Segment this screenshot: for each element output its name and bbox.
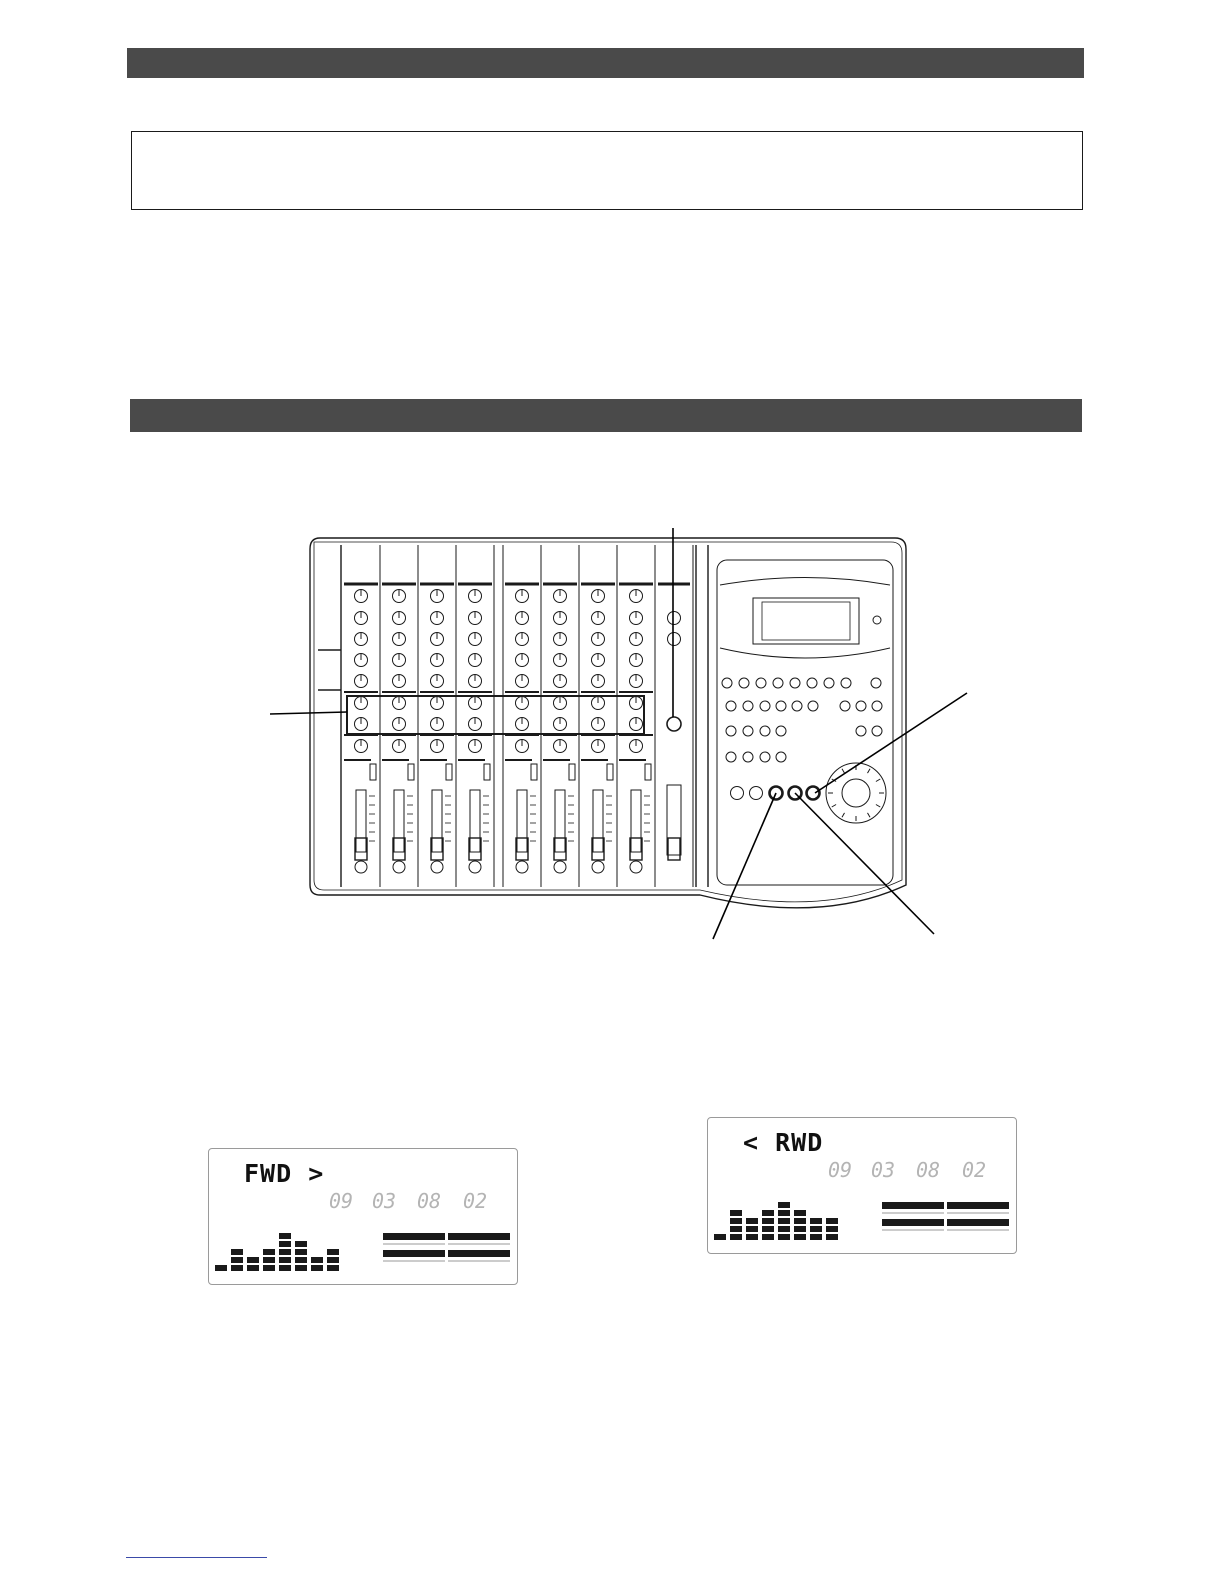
- meter-5-segment-4: [778, 1210, 790, 1216]
- meter-5-segment-2: [778, 1226, 790, 1232]
- ch8-pan-switch: [645, 764, 651, 780]
- jog-wheel-tick-12: [876, 779, 880, 782]
- lcd-bar-block-3: [383, 1250, 445, 1257]
- display-hood-bottom: [720, 648, 890, 658]
- ch2-fader-cap: [393, 838, 405, 860]
- recorder-button-r1-2: [739, 678, 749, 688]
- jog-wheel-tick-2: [876, 805, 880, 808]
- meter-2-segment-4: [730, 1210, 742, 1216]
- meter-5-segment-2: [279, 1257, 291, 1263]
- lcd-rewind-mode-label: < RWD: [743, 1128, 824, 1157]
- meter-5-segment-4: [279, 1241, 291, 1247]
- meter-6-segment-3: [794, 1218, 806, 1224]
- ch7-fader-slot: [593, 790, 603, 852]
- lcd-rewind-counter-4: 02: [962, 1158, 987, 1182]
- lcd-forward-mode-label: FWD >: [244, 1159, 325, 1188]
- ch3-pan-switch: [446, 764, 452, 780]
- meter-4-segment-3: [263, 1249, 275, 1255]
- ch7-fader-cap: [592, 838, 604, 860]
- recorder-button-r4-1: [726, 752, 736, 762]
- ch5-pan-switch: [531, 764, 537, 780]
- transport-button-1: [731, 787, 744, 800]
- ch3-fader-slot: [432, 790, 442, 852]
- ch6-fader-knob-base: [554, 861, 566, 873]
- meter-2-segment-3: [231, 1249, 243, 1255]
- jog-wheel-tick-9: [842, 769, 845, 773]
- aux-send-highlight-box: [347, 696, 644, 734]
- meter-6-segment-2: [295, 1257, 307, 1263]
- recorder-button-r2-9: [872, 701, 882, 711]
- master-knob-1: [668, 612, 681, 625]
- master-fader-slot: [667, 785, 681, 855]
- ch6-fader-slot: [555, 790, 565, 852]
- recorder-button-r1-5: [790, 678, 800, 688]
- lcd-rewind-counter-2: 03: [871, 1158, 896, 1182]
- recorder-panel: [717, 560, 893, 885]
- callout-rewind-button: [713, 793, 776, 939]
- recorder-button-r1-9: [871, 678, 881, 688]
- meter-1-segment-1: [714, 1234, 726, 1240]
- meter-5-segment-3: [279, 1249, 291, 1255]
- recorder-screen-frame: [753, 598, 859, 644]
- meter-6-segment-3: [295, 1249, 307, 1255]
- lcd-forward-level-meters: [209, 1149, 517, 1284]
- ch5-fader-cap: [516, 838, 528, 860]
- lcd-bar-block-2: [448, 1233, 510, 1240]
- recorder-button-r4-3: [760, 752, 770, 762]
- recorder-button-r2-4: [776, 701, 786, 711]
- lcd-bar-block-4: [448, 1250, 510, 1257]
- recorder-screen: [762, 602, 850, 640]
- meter-6-segment-4: [794, 1210, 806, 1216]
- recorder-button-r3-6: [872, 726, 882, 736]
- meter-8-segment-2: [826, 1226, 838, 1232]
- jog-wheel-tick-3: [868, 813, 871, 817]
- lcd-rewind-display: [707, 1117, 1017, 1254]
- meter-8-segment-3: [826, 1218, 838, 1224]
- recorder-button-r1-7: [824, 678, 834, 688]
- meter-8-segment-3: [327, 1249, 339, 1255]
- lcd-forward-counter-1: 09: [329, 1189, 354, 1213]
- ch7-pan-switch: [607, 764, 613, 780]
- lcd-forward-display: [208, 1148, 518, 1285]
- meter-2-segment-1: [730, 1234, 742, 1240]
- ch1-fader-slot: [356, 790, 366, 852]
- ch4-fader-cap: [469, 838, 481, 860]
- meter-3-segment-2: [247, 1257, 259, 1263]
- ch6-fader-cap: [554, 838, 566, 860]
- ch4-pan-switch: [484, 764, 490, 780]
- recorder-button-r1-1: [722, 678, 732, 688]
- meter-1-segment-1: [215, 1265, 227, 1271]
- lcd-forward-counter-3: 08: [417, 1189, 442, 1213]
- lcd-bar-block-2: [947, 1202, 1009, 1209]
- callout-forward-button: [795, 793, 934, 934]
- meter-3-segment-1: [247, 1265, 259, 1271]
- recorder-button-r1-8: [841, 678, 851, 688]
- ch4-fader-knob-base: [469, 861, 481, 873]
- meter-2-segment-1: [231, 1265, 243, 1271]
- transport-button-2: [750, 787, 763, 800]
- meter-8-segment-1: [826, 1234, 838, 1240]
- meter-4-segment-1: [263, 1265, 275, 1271]
- ch2-pan-switch: [408, 764, 414, 780]
- meter-2-segment-2: [730, 1226, 742, 1232]
- lcd-bar-block-1: [383, 1233, 445, 1240]
- meter-2-segment-3: [730, 1218, 742, 1224]
- ch8-fader-slot: [631, 790, 641, 852]
- meter-5-segment-3: [778, 1218, 790, 1224]
- meter-4-segment-1: [762, 1234, 774, 1240]
- recorder-button-r4-2: [743, 752, 753, 762]
- transport-button-5: [807, 787, 820, 800]
- ch2-fader-knob-base: [393, 861, 405, 873]
- master-select-knob: [667, 717, 681, 731]
- ch5-fader-slot: [517, 790, 527, 852]
- recorder-button-r2-5: [792, 701, 802, 711]
- meter-7-segment-2: [810, 1226, 822, 1232]
- recorder-button-r1-6: [807, 678, 817, 688]
- meter-7-segment-1: [810, 1234, 822, 1240]
- meter-4-segment-3: [762, 1218, 774, 1224]
- jog-wheel-tick-11: [868, 769, 871, 773]
- meter-4-segment-4: [762, 1210, 774, 1216]
- lcd-bar-block-4: [947, 1219, 1009, 1226]
- jog-wheel-tick-6: [832, 805, 836, 808]
- master-knob-2: [668, 633, 681, 646]
- meter-5-segment-1: [279, 1265, 291, 1271]
- meter-6-segment-1: [794, 1234, 806, 1240]
- meter-7-segment-2: [311, 1257, 323, 1263]
- ch8-fader-cap: [630, 838, 642, 860]
- meter-6-segment-1: [295, 1265, 307, 1271]
- recorder-button-r2-7: [840, 701, 850, 711]
- meter-8-segment-1: [327, 1265, 339, 1271]
- meter-5-segment-5: [778, 1202, 790, 1208]
- meter-6-segment-4: [295, 1241, 307, 1247]
- ch3-fader-cap: [431, 838, 443, 860]
- recorder-button-r2-2: [743, 701, 753, 711]
- recorder-button-r4-4: [776, 752, 786, 762]
- ch7-fader-knob-base: [592, 861, 604, 873]
- recorder-button-r1-4: [773, 678, 783, 688]
- jog-wheel-inner: [842, 779, 870, 807]
- ch8-fader-knob-base: [630, 861, 642, 873]
- recorder-button-r2-3: [760, 701, 770, 711]
- lcd-forward-counter-2: 03: [372, 1189, 397, 1213]
- recorder-button-r2-8: [856, 701, 866, 711]
- jog-wheel-outer: [826, 763, 886, 823]
- ch6-pan-switch: [569, 764, 575, 780]
- meter-4-segment-2: [263, 1257, 275, 1263]
- meter-3-segment-1: [746, 1234, 758, 1240]
- callout-aux-send: [270, 712, 347, 714]
- lcd-bar-block-1: [882, 1202, 944, 1209]
- lcd-rewind-counter-1: 09: [828, 1158, 853, 1182]
- recorder-button-r3-1: [726, 726, 736, 736]
- recorder-button-r3-2: [743, 726, 753, 736]
- meter-6-segment-2: [794, 1226, 806, 1232]
- console-inner-outline: [314, 542, 902, 902]
- footer-rule: [126, 1557, 267, 1558]
- contrast-knob: [873, 616, 881, 624]
- ch2-fader-slot: [394, 790, 404, 852]
- meter-5-segment-5: [279, 1233, 291, 1239]
- meter-5-segment-1: [778, 1234, 790, 1240]
- ch3-fader-knob-base: [431, 861, 443, 873]
- ch1-fader-knob-base: [355, 861, 367, 873]
- ch4-fader-slot: [470, 790, 480, 852]
- ch1-pan-switch: [370, 764, 376, 780]
- master-fader-cap: [668, 838, 680, 860]
- lcd-rewind-level-meters: [708, 1118, 1016, 1253]
- lcd-rewind-counter-3: 08: [916, 1158, 941, 1182]
- recorder-button-r3-5: [856, 726, 866, 736]
- meter-4-segment-2: [762, 1226, 774, 1232]
- recorder-button-r2-6: [808, 701, 818, 711]
- recorder-button-r3-3: [760, 726, 770, 736]
- ch1-fader-cap: [355, 838, 367, 860]
- ch5-fader-knob-base: [516, 861, 528, 873]
- display-hood-top: [720, 578, 890, 586]
- recorder-button-r1-3: [756, 678, 766, 688]
- callout-stop-button: [815, 693, 967, 793]
- jog-wheel-tick-5: [842, 813, 845, 817]
- lcd-bar-block-3: [882, 1219, 944, 1226]
- meter-3-segment-3: [746, 1218, 758, 1224]
- meter-7-segment-3: [810, 1218, 822, 1224]
- meter-8-segment-2: [327, 1257, 339, 1263]
- meter-2-segment-2: [231, 1257, 243, 1263]
- meter-3-segment-2: [746, 1226, 758, 1232]
- meter-7-segment-1: [311, 1265, 323, 1271]
- recorder-button-r3-4: [776, 726, 786, 736]
- lcd-forward-counter-4: 02: [463, 1189, 488, 1213]
- recorder-button-r2-1: [726, 701, 736, 711]
